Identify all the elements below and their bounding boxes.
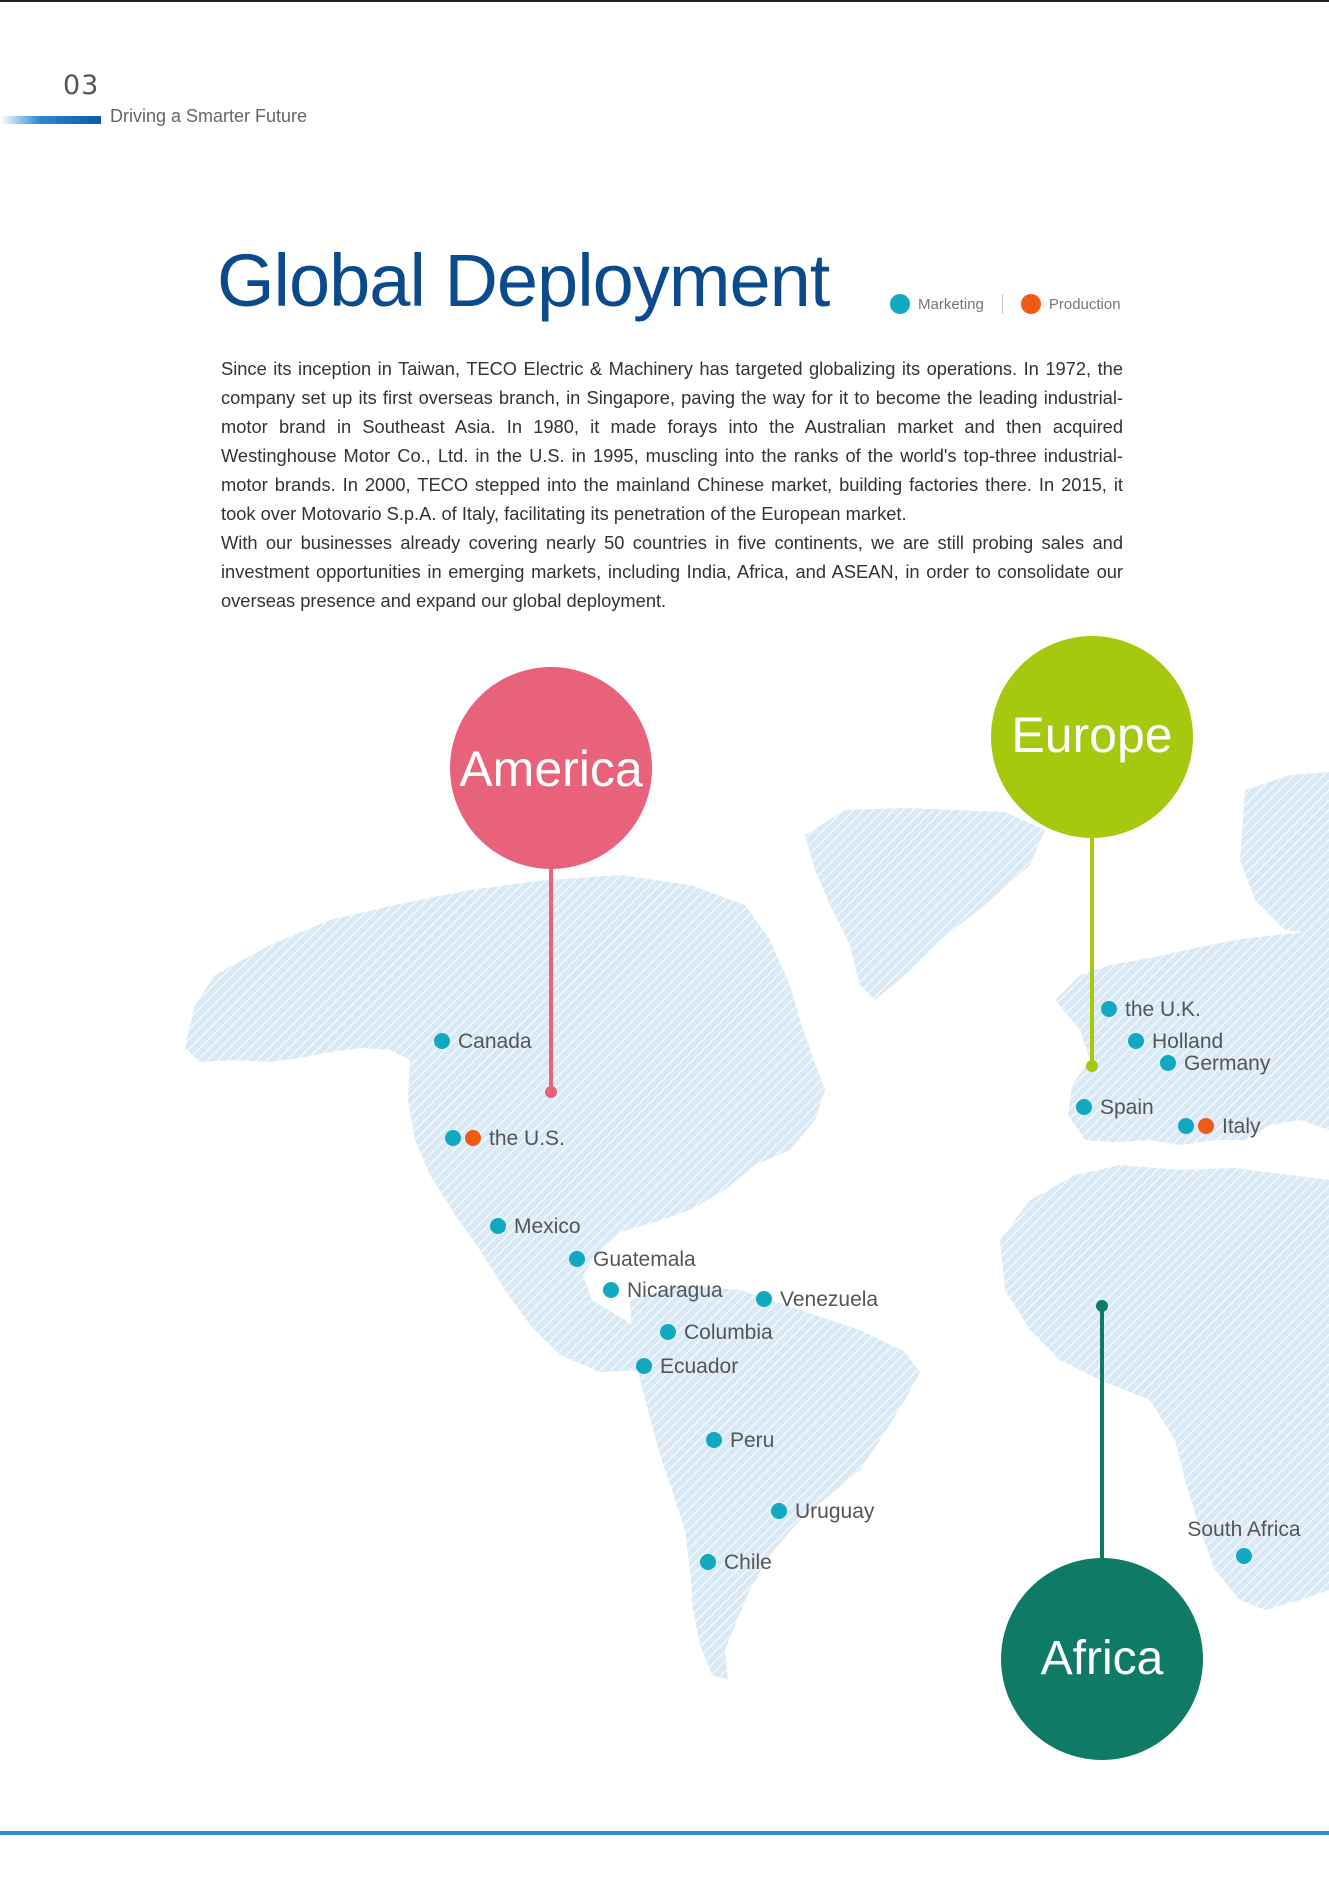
location-label: Mexico bbox=[514, 1215, 581, 1238]
location-label: the U.K. bbox=[1125, 998, 1201, 1021]
europe-label: Europe bbox=[1011, 707, 1173, 763]
intro-paragraph: Since its inception in Taiwan, TECO Electric & Machinery has targeted globalizing its operations. In 1972, the company set up its first overseas branch, in Singapore, paving the way for it to become the leading industrial-motor brand in Southeast Asia. In 1980, it made forays into the Australian market and then acquired Westinghouse Motor Co., Ltd. in the U.S. in 1995, muscling into the ranks of the world's top-three industrial-motor brands. In 2000, TECO stepped into the mainland Chinese market, building factories there. In 2015, it took over Motovario S.p.A. of Italy, facilitating its penetration of the European market. bbox=[221, 358, 1123, 524]
marketing-dot-icon bbox=[756, 1291, 772, 1307]
legend-marketing-label: Marketing bbox=[918, 295, 984, 313]
location-label: South Africa bbox=[1187, 1518, 1301, 1541]
page-subtitle: Driving a Smarter Future bbox=[110, 106, 308, 126]
marketing-dot-icon bbox=[490, 1218, 506, 1234]
marketing-dot-icon bbox=[1160, 1055, 1176, 1071]
bottom-rule bbox=[0, 1831, 1329, 1835]
region-africa bbox=[1001, 1558, 1203, 1760]
location-label: Peru bbox=[730, 1429, 775, 1452]
location-label: Columbia bbox=[684, 1321, 773, 1344]
america-label: America bbox=[459, 741, 643, 797]
location-label: Holland bbox=[1152, 1030, 1224, 1053]
location-label: Spain bbox=[1100, 1096, 1154, 1119]
marketing-dot-icon bbox=[434, 1033, 450, 1049]
location-label: Germany bbox=[1184, 1052, 1271, 1075]
production-dot-icon bbox=[465, 1130, 481, 1146]
location-label: Italy bbox=[1222, 1115, 1261, 1138]
marketing-dot-icon bbox=[636, 1358, 652, 1374]
marketing-dot-icon bbox=[771, 1503, 787, 1519]
south-america-landmass bbox=[630, 1285, 920, 1680]
africa-label: Africa bbox=[1040, 1632, 1164, 1685]
page-number: 03 bbox=[63, 70, 100, 101]
marketing-dot-icon bbox=[445, 1130, 461, 1146]
location-label: Uruguay bbox=[795, 1500, 875, 1523]
marketing-dot-icon bbox=[1076, 1099, 1092, 1115]
america-connector-end bbox=[545, 1086, 557, 1098]
europe-connector-end bbox=[1086, 1060, 1098, 1072]
intro-paragraph: With our businesses already covering nearly 50 countries in five continents, we are still probing sales and investment opportunities in emerging markets, including India, Africa, and ASEAN, in order to consolidate our overseas presence and expand our global deployment. bbox=[221, 532, 1123, 611]
marketing-dot-icon bbox=[1101, 1001, 1117, 1017]
africa-landmass bbox=[1000, 1165, 1329, 1610]
location-label: Ecuador bbox=[660, 1355, 739, 1378]
marketing-dot-icon bbox=[660, 1324, 676, 1340]
location-label: the U.S. bbox=[489, 1127, 565, 1150]
legend-production-label: Production bbox=[1048, 295, 1121, 313]
marketing-dot-icon bbox=[700, 1554, 716, 1570]
greenland-landmass bbox=[805, 808, 1045, 1000]
location-label: Nicaragua bbox=[627, 1279, 723, 1302]
location-label: Guatemala bbox=[593, 1248, 696, 1271]
asia-landmass bbox=[1240, 772, 1329, 935]
marketing-dot-icon bbox=[706, 1432, 722, 1448]
page-title: Global Deployment bbox=[217, 239, 830, 322]
location-label: Chile bbox=[724, 1551, 772, 1574]
production-dot-icon bbox=[1198, 1118, 1214, 1134]
marketing-dot-icon bbox=[1236, 1548, 1252, 1564]
marketing-dot-icon bbox=[1128, 1033, 1144, 1049]
location-marker bbox=[603, 1279, 723, 1302]
marketing-dot-icon bbox=[603, 1282, 619, 1298]
land-masses bbox=[185, 772, 1329, 1680]
region-america bbox=[450, 667, 652, 869]
location-label: Venezuela bbox=[780, 1288, 879, 1311]
region-europe bbox=[991, 636, 1193, 838]
location-label: Canada bbox=[458, 1030, 532, 1053]
marketing-dot-icon bbox=[569, 1251, 585, 1267]
africa-connector-end bbox=[1096, 1300, 1108, 1312]
marketing-dot-icon bbox=[1178, 1118, 1194, 1134]
